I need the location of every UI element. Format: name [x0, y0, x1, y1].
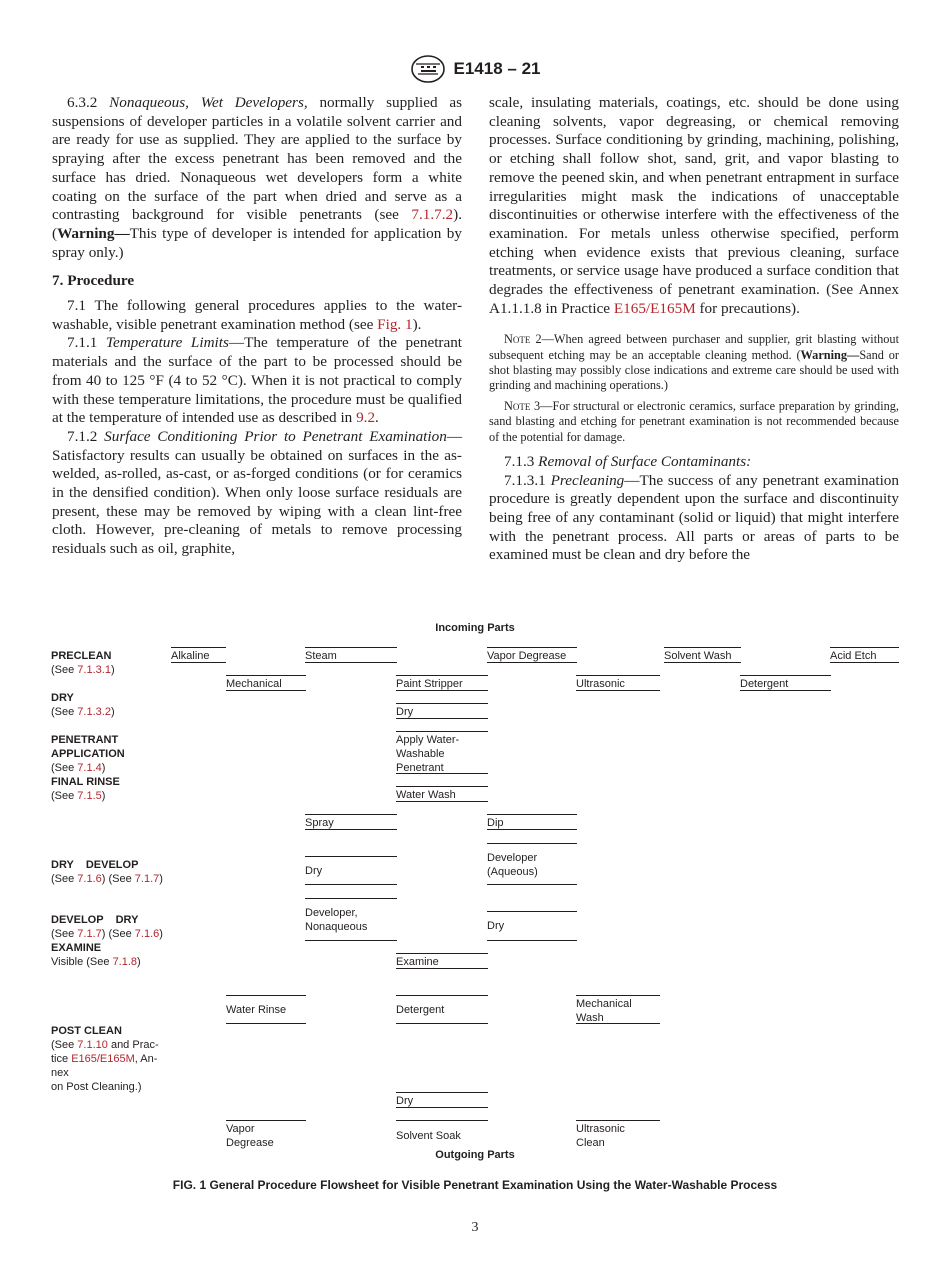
box-examine: Examine — [396, 953, 488, 969]
box-steam: Steam — [305, 647, 397, 663]
ref-link-7-1-7-b[interactable]: 7.1.7 — [77, 928, 102, 940]
box-dry-4: Dry — [396, 1092, 488, 1108]
page-header — [0, 54, 950, 84]
paragraph-7-1: 7.1 The following general procedures applies to the water-washable, visible penetrant examination method (see Fig. 1). — [52, 297, 462, 333]
box-dry-1: Dry — [396, 703, 488, 719]
box-apply-penetrant: Apply Water- Washable Penetrant — [396, 731, 488, 774]
step-final-rinse: FINAL RINSE (See 7.1.5) — [51, 776, 120, 802]
ref-link-7-1-7-2[interactable]: 7.1.7.2 — [411, 206, 454, 224]
ref-link-7-1-8[interactable]: 7.1.8 — [112, 956, 138, 968]
paragraph-7-1-1: 7.1.1 Temperature Limits—The temperature of the penetrant materials and the surface of the part to be processed should be from 40 to 125 °F (4 to 52 °C). When it is not practical to comply with these temperature limitations, the procedure must be qualified at the temperature of intended use as described in 9.2. — [52, 334, 463, 427]
step-penetrant-application: PENETRANT APPLICATION (See 7.1.4) — [51, 734, 125, 774]
box-alkaline: Alkaline — [171, 647, 226, 663]
step-dry: DRY (See 7.1.3.2) — [51, 692, 115, 718]
box-detergent-preclean: Detergent — [740, 675, 831, 691]
box-solvent-soak: Solvent Soak — [396, 1120, 488, 1150]
ref-link-e165[interactable]: E165/E165M — [613, 299, 696, 317]
box-dry-2: Dry — [305, 856, 397, 885]
box-solvent-wash: Solvent Wash — [664, 647, 741, 663]
ref-link-7-1-3-1[interactable]: 7.1.3.1 — [77, 664, 111, 676]
paragraph-7-1-3: 7.1.3 Removal of Surface Contaminants: — [504, 452, 752, 470]
ref-link-9-2[interactable]: 9.2 — [356, 409, 376, 427]
document-designation: E1418 – 21 — [453, 59, 541, 78]
ref-link-7-1-3-2[interactable]: 7.1.3.2 — [77, 706, 111, 718]
ref-link-7-1-6[interactable]: 7.1.6 — [77, 873, 102, 885]
page-number: 3 — [471, 1220, 479, 1235]
paragraph-7-1-2-continued: scale, insulating materials, coatings, etc. should be done using cleaning solvents, vapor degreasing, or chemical removing processes. Surface conditioning by grinding, machining, polishing, or etching shall follow shot, sand, grit, and vapor blasting to remove the peened skin, and when penetrant entrapment in surface irregularities might mask the indications of unacceptable discontinuities or otherwise interfere with the effectiveness of the examination. For metals unless otherwise specified, perform etching when evidence exists that previous cleaning, surface treatments, or service usage have produced a surface condition that degrades the effectiveness of penetrant examination. (See Annex A1.1.1.8 in Practice E165/E165M for precautions). — [489, 94, 899, 317]
ref-link-7-1-10[interactable]: 7.1.10 — [77, 1039, 108, 1051]
box-vapor-degrease: Vapor Degrease — [487, 647, 577, 663]
note-3: Note 3—For structural or electronic ceramics, surface preparation by grinding, sand blasting and etching for penetrant examination is not recommended because of the potential for damage. — [489, 399, 899, 444]
section-heading-procedure: 7. Procedure — [52, 272, 135, 290]
box-water-wash: Water Wash — [396, 786, 488, 802]
box-spray: Spray — [305, 814, 397, 830]
paragraph-6-3-2: 6.3.2 Nonaqueous, Wet Developers, normally supplied as suspensions of developer particles in a volatile solvent carrier and are ready for use as supplied. They are applied to the surface by spraying after the excess penetrant has been removed and the surface has dried. Nonaqueous wet developers form a white coating on the surface of the part when dried and serve as a contrasting background for visible penetrants (see 7.1.7.2). (Warning—This type of developer is intended for application by spray only.) — [52, 94, 462, 261]
box-dip: Dip — [487, 814, 577, 830]
box-detergent-post: Detergent — [396, 995, 488, 1024]
box-developer-nonaqueous: Developer, Nonaqueous — [305, 898, 397, 941]
box-dry-3: Dry — [487, 911, 577, 941]
right-column — [489, 94, 899, 565]
step-post-clean: POST CLEAN (See 7.1.10 and Prac- tice E165/E165M, An- nex on Post Cleaning.) — [51, 1025, 159, 1093]
astm-logo-icon — [410, 54, 446, 84]
flowchart — [0, 615, 950, 1175]
figure-caption: FIG. 1 General Procedure Flowsheet for Visible Penetrant Examination Using the Water-Washable Process — [172, 1178, 778, 1192]
box-ultrasonic: Ultrasonic — [576, 675, 660, 691]
step-preclean: PRECLEAN (See 7.1.3.1) — [51, 650, 115, 676]
box-ultrasonic-clean: Ultrasonic Clean — [576, 1120, 660, 1150]
step-develop-dry: DEVELOP DRY (See 7.1.7) (See 7.1.6) EXAMINE Visible (See 7.1.8) — [51, 914, 163, 968]
paragraph-7-1-2: 7.1.2 Surface Conditioning Prior to Penetrant Examination—Satisfactory results can usually be obtained on surfaces in the as-welded, as-rolled, as-cast, or as-forged conditions (or for ceramics in the densified condition). When only loose surface residuals are present, these may be removed by wiping with a clean lint-free cloth. However, pre-cleaning of metals to remove processing residuals such as oil, graphite, — [52, 427, 462, 558]
ref-link-7-1-4[interactable]: 7.1.4 — [77, 762, 102, 774]
box-developer-aqueous: Developer (Aqueous) — [487, 843, 577, 885]
ref-link-fig-1[interactable]: Fig. 1 — [377, 315, 413, 333]
box-acid-etch: Acid Etch — [830, 647, 899, 663]
box-water-rinse: Water Rinse — [226, 995, 306, 1024]
outgoing-parts-label: Outgoing Parts — [435, 1149, 515, 1161]
paragraph-7-1-3-1: 7.1.3.1 Precleaning—The success of any penetrant examination procedure is greatly dependent upon the surface and discontinuity being free of any contaminant (solid or liquid) that might interfere with the penetrant process. All parts or areas of parts to be examined must be clean and dry before the — [489, 471, 899, 564]
box-vapor-degrease-post: Vapor Degrease — [226, 1120, 306, 1150]
ref-link-7-1-6-b[interactable]: 7.1.6 — [134, 928, 160, 940]
ref-link-7-1-7[interactable]: 7.1.7 — [134, 873, 160, 885]
incoming-parts-label: Incoming Parts — [435, 622, 515, 634]
note-2: Note 2—When agreed between purchaser and supplier, grit blasting without subsequent etching may be an acceptable cleaning method. (Warning—Sand or shot blasting may possibly close indications and extreme care should be used with grinding and machining operations.) — [489, 332, 899, 393]
step-dry-develop: DRY DEVELOP (See 7.1.6) (See 7.1.7) — [51, 859, 163, 885]
left-column — [52, 94, 462, 559]
box-mechanical: Mechanical — [226, 675, 306, 691]
ref-link-e165-post[interactable]: E165/E165M — [71, 1053, 135, 1065]
ref-link-7-1-5[interactable]: 7.1.5 — [77, 790, 102, 802]
box-paint-stripper: Paint Stripper — [396, 675, 488, 691]
box-mechanical-wash: Mechanical Wash — [576, 995, 660, 1024]
